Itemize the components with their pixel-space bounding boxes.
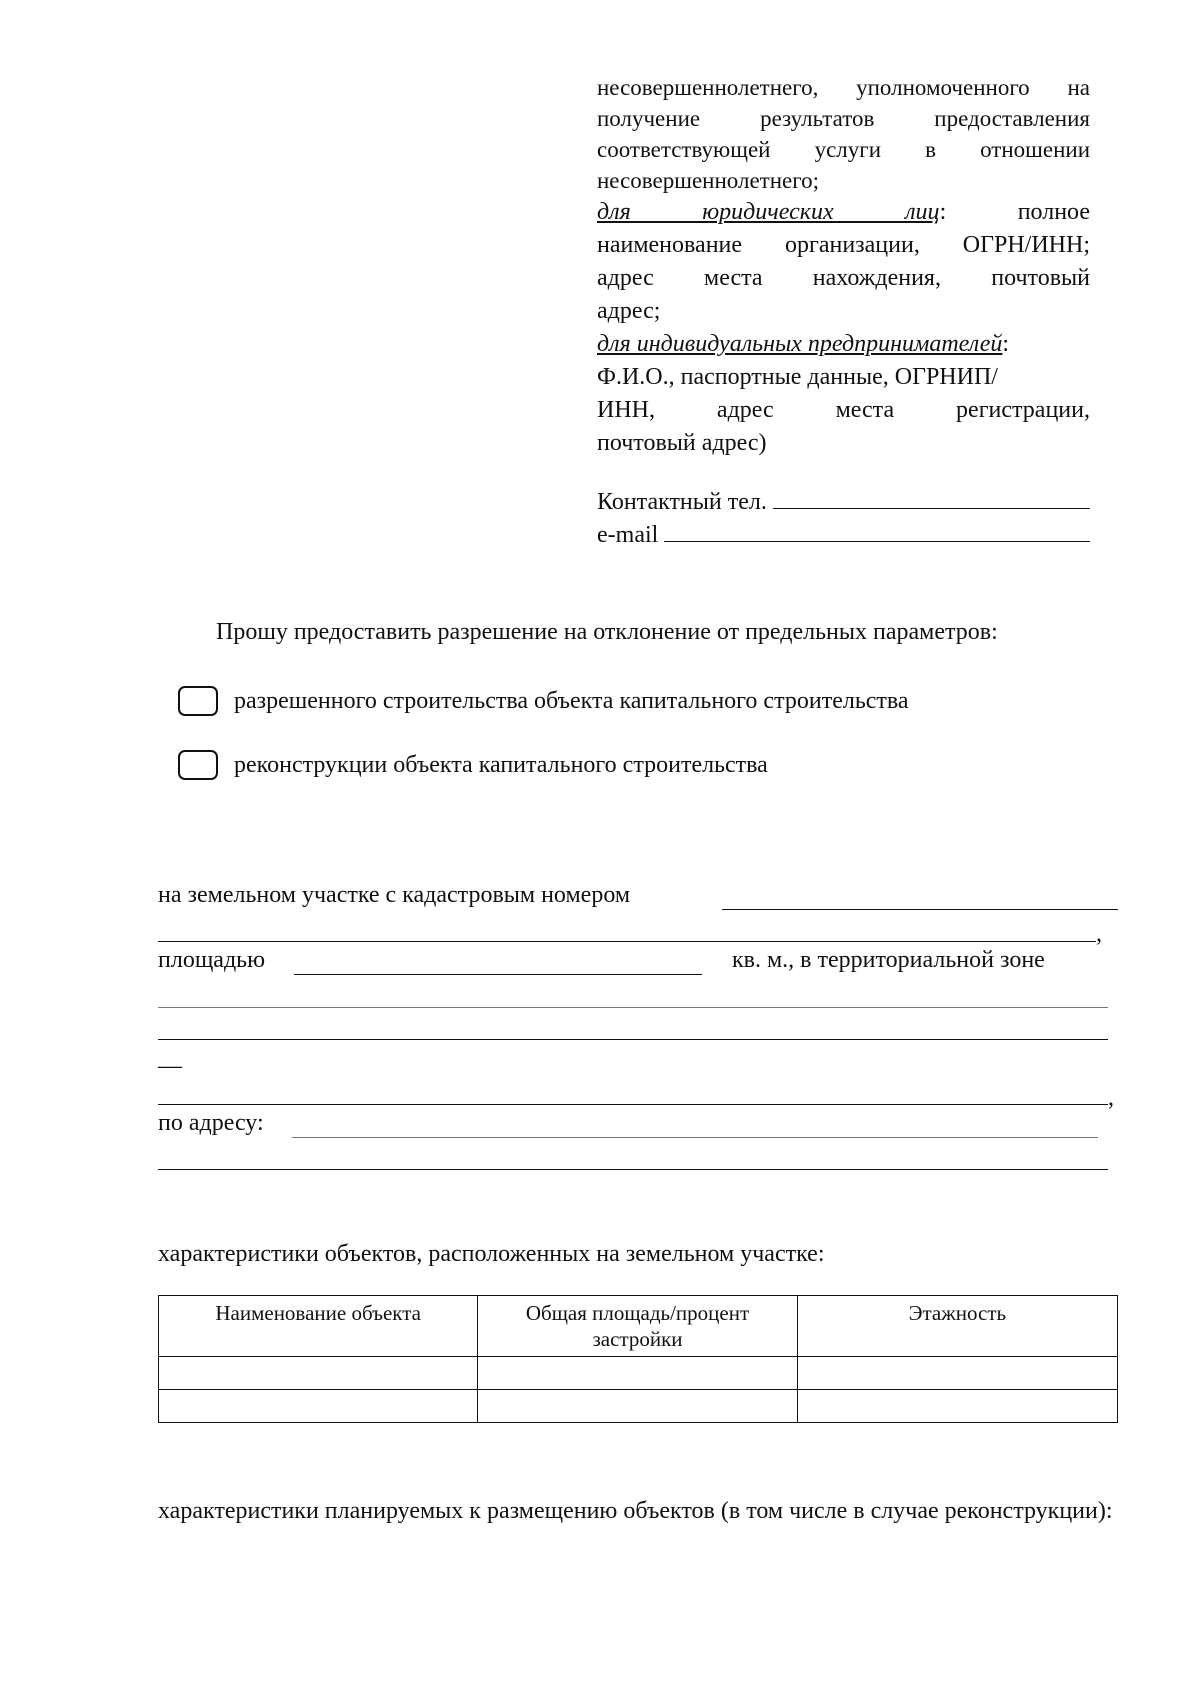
phone-row: [597, 486, 1090, 519]
legal-entity-label: для юридических лиц: [597, 199, 940, 225]
address-field[interactable]: [292, 1137, 1098, 1138]
reconstruction-checkbox[interactable]: [178, 750, 218, 780]
reconstruction-label: реконструкции объекта капитального строительства: [234, 751, 768, 778]
email-field[interactable]: [664, 519, 1090, 542]
request-paragraph: Прошу предоставить разрешение на отклонение от предельных параметров:: [216, 619, 998, 645]
table-header-row: [159, 1296, 1118, 1357]
address-label: по адресу:: [158, 1110, 264, 1136]
existing-objects-table: [158, 1295, 1118, 1423]
entrepreneur-line: Ф.И.О., паспортные данные, ОГРНИП/: [597, 364, 998, 390]
legal-entity-line: адрес;: [597, 298, 661, 324]
entrepreneur-line: [597, 328, 1090, 361]
email-label: e-mail: [597, 522, 659, 548]
option-construction[interactable]: [178, 686, 909, 716]
zone-field[interactable]: [158, 1007, 1108, 1008]
column-header-floors: Этажность: [797, 1296, 1117, 1357]
legal-entity-line: наименование организации, ОГРН/ИНН;: [597, 232, 1090, 258]
phone-label: Контактный тел.: [597, 489, 767, 515]
table-row: [159, 1357, 1118, 1390]
minor-text-line: получение результатов предоставления: [597, 106, 1090, 131]
entrepreneur-line: ИНН, адрес места регистрации,: [597, 397, 1090, 423]
construction-label: разрешенного строительства объекта капитального строительства: [234, 687, 909, 714]
minor-text-line: несовершеннолетнего;: [597, 168, 819, 193]
area-label: площадью: [158, 947, 266, 973]
comma: ,: [1108, 1085, 1114, 1111]
option-reconstruction[interactable]: [178, 750, 768, 780]
cadastral-field[interactable]: [722, 909, 1118, 910]
table-cell[interactable]: [478, 1357, 797, 1390]
area-field[interactable]: [294, 974, 702, 975]
cadastral-label: на земельном участке с кадастровым номером: [158, 882, 631, 908]
table-cell[interactable]: [797, 1390, 1117, 1423]
table-cell[interactable]: [159, 1357, 478, 1390]
column-header-area: Общая площадь/процент застройки: [478, 1296, 797, 1357]
email-row: [597, 519, 1090, 552]
legal-entity-line: адрес места нахождения, почтовый: [597, 265, 1090, 291]
zone-field-line[interactable]: [158, 1104, 1108, 1105]
minor-text-line: соответствующей услуги в отношении: [597, 137, 1090, 162]
table-cell[interactable]: [478, 1390, 797, 1423]
column-header-name: Наименование объекта: [159, 1296, 478, 1357]
table-cell[interactable]: [159, 1390, 478, 1423]
zone-label: кв. м., в территориальной зоне: [732, 947, 1045, 973]
minor-text-line: несовершеннолетнего, уполномоченного на: [597, 75, 1090, 100]
table-row: [159, 1390, 1118, 1423]
address-field-line[interactable]: [158, 1169, 1108, 1170]
cadastral-field-continued[interactable]: [158, 941, 1096, 942]
planned-objects-heading: характеристики планируемых к размещению объектов (в том числе в случае реконструкции):: [158, 1498, 1113, 1524]
dash: —: [158, 1053, 182, 1079]
entrepreneur-label: для индивидуальных предпринимателей: [597, 331, 1003, 357]
entrepreneur-line: почтовый адрес): [597, 430, 767, 456]
construction-checkbox[interactable]: [178, 686, 218, 716]
legal-entity-text: : полное: [939, 199, 1090, 225]
zone-field-line[interactable]: [158, 1039, 1108, 1040]
legal-entity-line: [597, 196, 1090, 229]
table-cell[interactable]: [797, 1357, 1117, 1390]
comma: ,: [1096, 921, 1102, 947]
entrepreneur-colon: :: [1002, 331, 1010, 357]
applicant-block: [597, 72, 1090, 552]
existing-objects-heading: характеристики объектов, расположенных на земельном участке:: [158, 1241, 825, 1267]
phone-field[interactable]: [773, 486, 1090, 509]
